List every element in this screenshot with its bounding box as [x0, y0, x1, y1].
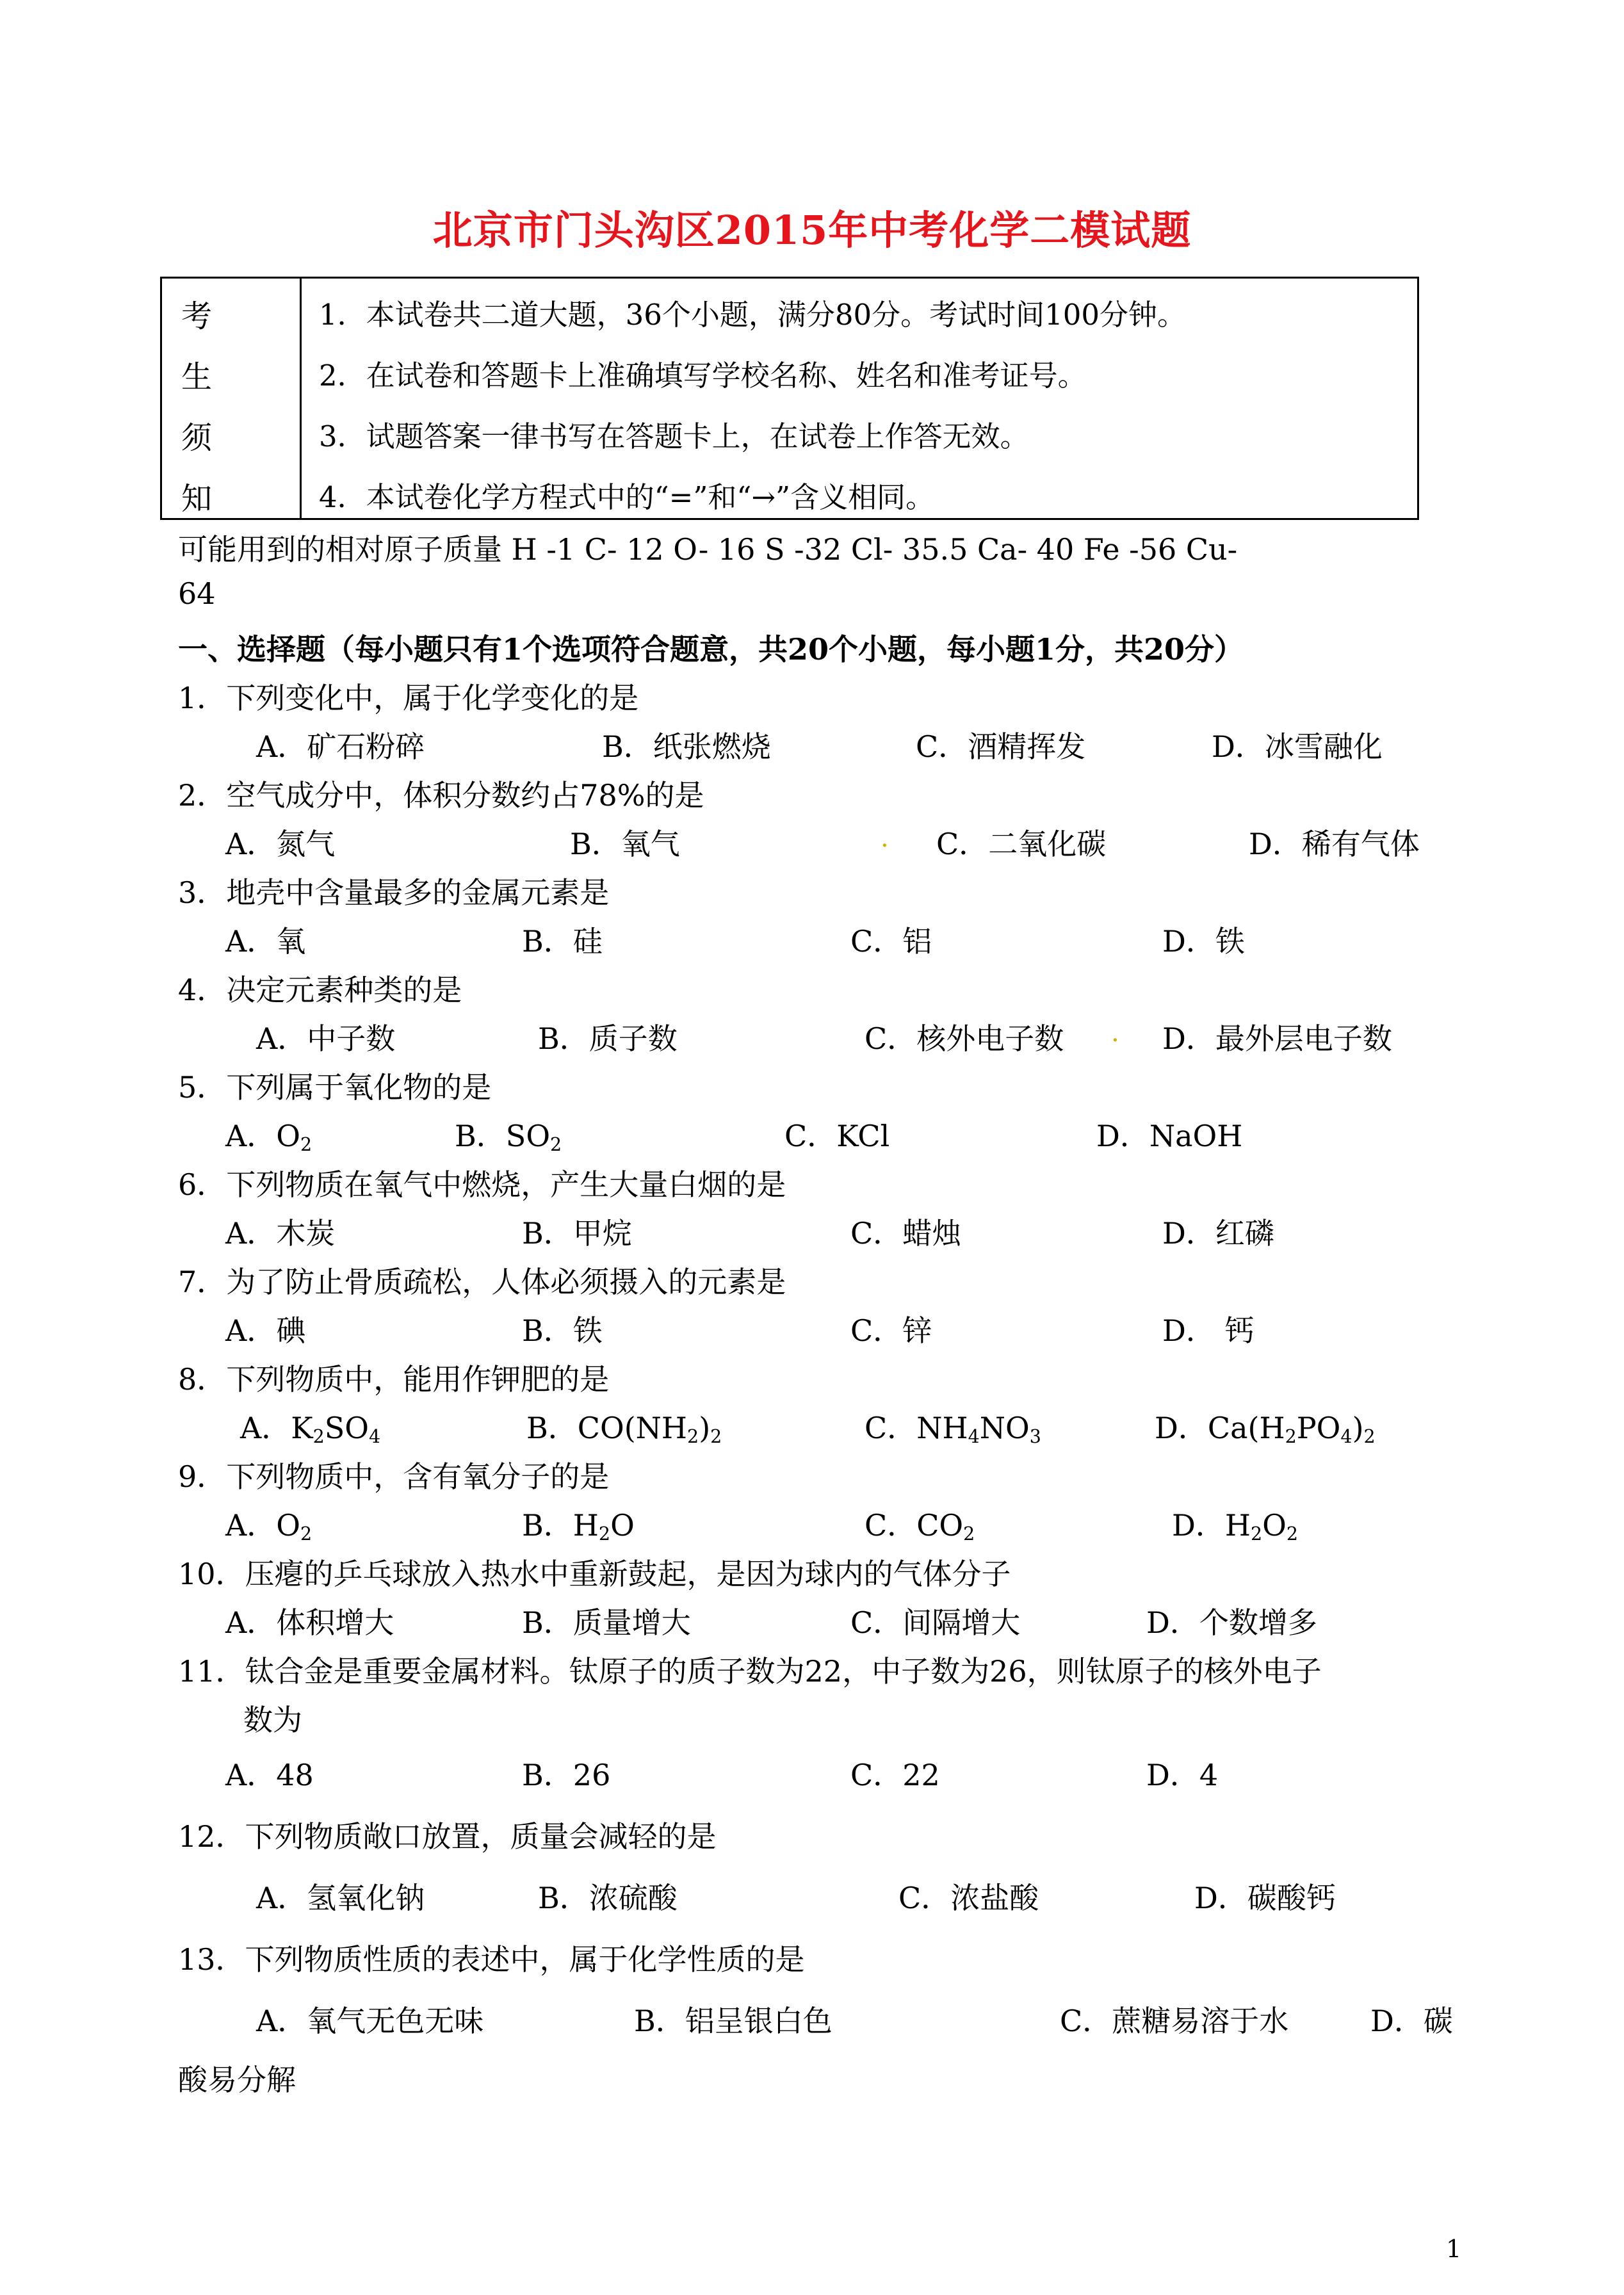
atomic-masses-line-cont: 64 [178, 576, 216, 611]
option: C．$NH_4NO_3$ [865, 1411, 1041, 1448]
option: A．木炭 [225, 1216, 336, 1251]
option: D．红磷 [1162, 1216, 1274, 1251]
option: D．铁 [1162, 924, 1245, 959]
question-stem: 12．下列物质敞口放置，质量会减轻的是 [178, 1819, 717, 1854]
option: B．氧气 [570, 827, 680, 861]
notice-line: 2．在试卷和答题卡上准确填写学校名称、姓名和准考证号。 [319, 359, 1087, 393]
option: B．$CO(NH_2)_2$ [526, 1411, 722, 1448]
option: A．$O_2$ [225, 1508, 313, 1545]
notice-line: 3．试题答案一律书写在答题卡上，在试卷上作答无效。 [319, 419, 1029, 453]
option: C．酒精挥发 [916, 729, 1086, 764]
option: D．4 [1146, 1758, 1219, 1792]
question-stem: 6．下列物质在氧气中燃烧，产生大量白烟的是 [178, 1167, 786, 1202]
option: D．最外层电子数 [1162, 1021, 1392, 1056]
option: C．浓盐酸 [898, 1881, 1039, 1915]
stray-dot-mark: . [1111, 1018, 1119, 1048]
option: C．蜡烛 [850, 1216, 962, 1251]
option: B．质子数 [538, 1021, 678, 1056]
question-stem: 1．下列变化中，属于化学变化的是 [178, 681, 639, 715]
option: A．矿石粉碎 [256, 729, 425, 764]
option: B．浓硫酸 [538, 1881, 678, 1915]
option: A．$O_2$ [225, 1119, 313, 1156]
question-stem: 9．下列物质中，含有氧分子的是 [178, 1459, 610, 1494]
option: D．冰雪融化 [1212, 729, 1383, 764]
option: A．氧气无色无味 [256, 2004, 484, 2038]
option: D．稀有气体 [1249, 827, 1420, 861]
page-title: 北京市门头沟区2015年中考化学二模试题 [432, 207, 1192, 254]
option: C．22 [850, 1758, 940, 1792]
option: B．$SO_2$ [455, 1119, 562, 1156]
question-stem: 10．压瘪的乒乓球放入热水中重新鼓起，是因为球内的气体分子 [178, 1557, 1011, 1591]
exam-notice-table [160, 277, 1419, 520]
notice-label-char: 知 [181, 481, 213, 517]
option: C．核外电子数 [865, 1021, 1064, 1056]
option: A．氮气 [225, 827, 336, 861]
question-stem: 8．下列物质中，能用作钾肥的是 [178, 1362, 610, 1397]
option: C．蔗糖易溶于水 [1060, 2004, 1289, 2038]
option: A．体积增大 [225, 1605, 394, 1640]
option: A．氢氧化钠 [256, 1881, 425, 1915]
question-stem: 2．空气成分中，体积分数约占78%的是 [178, 778, 704, 813]
option: C．间隔增大 [850, 1605, 1021, 1640]
option-cont: 酸易分解 [178, 2063, 296, 2097]
question-stem: 11．钛合金是重要金属材料。钛原子的质子数为22，中子数为26，则钛原子的核外电子 [178, 1654, 1322, 1689]
option: D． 钙 [1162, 1313, 1255, 1348]
notice-label-char: 考 [181, 298, 213, 334]
stray-dot-mark: . [881, 823, 889, 853]
option: B．纸张燃烧 [602, 729, 771, 764]
option: D．$Ca(H_2PO_4)_2$ [1155, 1411, 1376, 1448]
notice-line: 1．本试卷共二道大题，36个小题，满分80分。考试时间100分钟。 [319, 298, 1187, 332]
question-stem: 7．为了防止骨质疏松，人体必须摄入的元素是 [178, 1265, 786, 1299]
notice-label-char: 须 [181, 420, 213, 456]
question-stem: 3．地壳中含量最多的金属元素是 [178, 875, 610, 910]
option: B．甲烷 [522, 1216, 632, 1251]
question-stem-cont: 数为 [243, 1703, 302, 1737]
option: C．二氧化碳 [936, 827, 1107, 861]
option: C．KCl [784, 1119, 890, 1153]
option: B．质量增大 [522, 1605, 691, 1640]
question-stem: 5．下列属于氧化物的是 [178, 1070, 492, 1105]
option: D．$H_2O_2$ [1172, 1508, 1299, 1545]
option: A．碘 [225, 1313, 306, 1348]
option: B．铁 [522, 1313, 603, 1348]
atomic-masses-line: 可能用到的相对原子质量 H -1 C- 12 O- 16 S -32 Cl- 35.5 Ca- 40 Fe -56 Cu- [178, 532, 1238, 567]
option: B．26 [522, 1758, 611, 1792]
option: D．碳 [1370, 2004, 1453, 2038]
option: B．硅 [522, 924, 603, 959]
section-heading: 一、选择题（每小题只有1个选项符合题意，共20个小题，每小题1分，共20分） [178, 632, 1244, 667]
notice-line: 4．本试卷化学方程式中的“=”和“→”含义相同。 [319, 480, 935, 514]
option: C．锌 [850, 1313, 932, 1348]
option: A．48 [225, 1758, 314, 1792]
page-number: 1 [1446, 2235, 1462, 2263]
option: B．铝呈银白色 [634, 2004, 832, 2038]
option: A．$K_2SO_4$ [240, 1411, 381, 1448]
notice-label-char: 生 [181, 359, 213, 395]
option: B．$H_2O$ [522, 1508, 635, 1545]
option: C．$CO_2$ [865, 1508, 975, 1545]
option: A．氧 [225, 924, 306, 959]
option: D．NaOH [1096, 1119, 1243, 1153]
option: A．中子数 [256, 1021, 396, 1056]
notice-label-column [162, 279, 302, 518]
option: D．碳酸钙 [1194, 1881, 1336, 1915]
question-stem: 13．下列物质性质的表述中，属于化学性质的是 [178, 1942, 805, 1977]
option: D．个数增多 [1146, 1605, 1317, 1640]
question-stem: 4．决定元素种类的是 [178, 973, 462, 1007]
option: C．铝 [850, 924, 932, 959]
